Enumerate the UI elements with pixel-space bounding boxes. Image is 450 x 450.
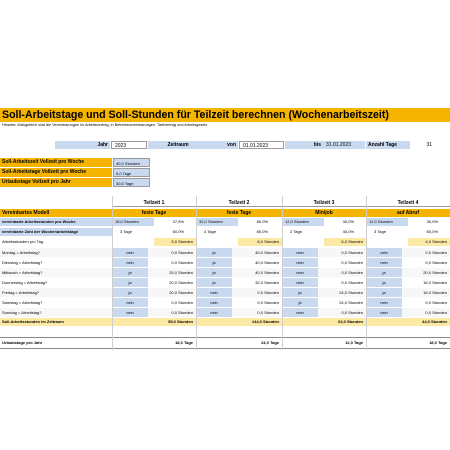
day-select[interactable]: nein <box>196 298 232 307</box>
urlaub-3: 12,0 Tage <box>345 340 363 345</box>
day-hours: 0,0 Stunden <box>341 270 363 275</box>
day-hours: 0,0 Stunden <box>341 310 363 315</box>
param-input-arbeitszeit[interactable]: 40,0 Stunden <box>113 158 150 167</box>
day-hours: 0,0 Stunden <box>341 280 363 285</box>
day-hours: 16,0 Stunden <box>423 280 447 285</box>
day-select[interactable]: ja <box>366 268 402 277</box>
day-label: Dienstag = Arbeitstag? <box>2 260 43 265</box>
anzahl-tage-label: Anzahl Tage <box>366 141 410 149</box>
day-hours: 20,0 Stunden <box>169 280 193 285</box>
stunden-pct-1: 37,5% <box>172 219 184 224</box>
day-select[interactable]: ja <box>366 278 402 287</box>
param-label-urlaubstage: Urlaubstage Vollzeit pro Jahr <box>0 178 112 187</box>
day-select[interactable]: nein <box>282 248 318 257</box>
day-select[interactable]: nein <box>196 288 232 297</box>
day-label: Donnerstag = Arbeitstag? <box>2 280 48 285</box>
stunden-input-4[interactable]: 12,0 Stunden <box>366 218 408 226</box>
day-hours: 32,0 Stunden <box>255 280 279 285</box>
anzahl-tage-value: 31 <box>426 142 432 148</box>
day-select[interactable]: ja <box>112 268 148 277</box>
day-hours: 24,0 Stunden <box>339 300 363 305</box>
day-label: Sonntag = Arbeitstag? <box>2 310 42 315</box>
day-label: Freitag = Arbeitstag? <box>2 290 40 295</box>
modell-4[interactable]: auf Abruf <box>366 209 450 217</box>
day-hours: 20,0 Stunden <box>169 290 193 295</box>
day-hours: 16,0 Stunden <box>423 290 447 295</box>
tage-input-3[interactable]: 2 Tage <box>290 229 302 234</box>
day-select[interactable]: ja <box>196 248 232 257</box>
stunden-input-1[interactable]: 15,0 Stunden <box>112 218 154 226</box>
bis-input[interactable]: 31.01.2023 <box>323 141 365 149</box>
day-select[interactable]: nein <box>112 258 148 267</box>
tage-input-4[interactable]: 3 Tage <box>374 229 386 234</box>
urlaub-label: Urlaubstage pro Jahr <box>2 340 43 345</box>
day-select[interactable]: ja <box>282 288 318 297</box>
day-hours: 0,0 Stunden <box>425 260 447 265</box>
day-select[interactable]: nein <box>282 268 318 277</box>
von-label: von <box>208 141 238 149</box>
day-select[interactable]: ja <box>196 268 232 277</box>
day-select[interactable]: nein <box>112 308 148 317</box>
pro-tag-1: 5,0 Stunden <box>154 238 196 246</box>
urlaub-2: 24,0 Tage <box>261 340 279 345</box>
day-hours: 0,0 Stunden <box>341 260 363 265</box>
teilzeit-4-header: Teilzeit 4 <box>366 199 450 207</box>
pro-tag-4: 4,0 Stunden <box>408 238 450 246</box>
day-select[interactable]: ja <box>196 258 232 267</box>
day-hours: 0,0 Stunden <box>257 310 279 315</box>
param-input-arbeitstage[interactable]: 5,0 Tage <box>113 168 150 177</box>
modell-1[interactable]: feste Tage <box>112 209 196 217</box>
total-3: 62,0 Stunden <box>338 319 363 324</box>
total-2: 144,0 Stunden <box>251 319 279 324</box>
day-select[interactable]: nein <box>282 308 318 317</box>
total-4: 44,0 Stunden <box>422 319 447 324</box>
teilzeit-1-header: Teilzeit 1 <box>112 199 196 207</box>
zeitraum-label: Zeitraum <box>148 141 208 149</box>
modell-label: Vereinbartes Modell <box>0 209 112 217</box>
day-hours: 0,0 Stunden <box>171 250 193 255</box>
day-select[interactable]: nein <box>282 258 318 267</box>
day-hours: 0,0 Stunden <box>171 260 193 265</box>
day-hours: 40,0 Stunden <box>255 250 279 255</box>
day-hours: 0,0 Stunden <box>171 300 193 305</box>
stunden-pct-2: 80,0% <box>256 219 268 224</box>
tage-input-1[interactable]: 3 Tage <box>120 229 132 234</box>
tage-pct-3: 40,0% <box>342 229 354 234</box>
modell-3[interactable]: Minijob <box>282 209 366 217</box>
day-select[interactable]: ja <box>282 298 318 307</box>
hint-text: Hinweis: Maßgeblich sind die Vereinbarungen im Arbeitsvertrag, in Betriebsvereinbarungen, Tarifvertrag und Arbeitsgesetz <box>2 123 208 127</box>
column-divider <box>196 196 197 350</box>
day-hours: 25,0 Stunden <box>169 270 193 275</box>
stunden-input-3[interactable]: 12,0 Stunden <box>282 218 324 226</box>
day-select[interactable]: nein <box>112 298 148 307</box>
pro-tag-2: 8,0 Stunden <box>238 238 282 246</box>
param-label-arbeitstage: Soll-Arbeitstage Vollzeit pro Woche <box>0 168 112 177</box>
jahr-input[interactable]: 2023 <box>111 141 147 149</box>
urlaub-1: 18,0 Tage <box>175 340 193 345</box>
stunden-label: vereinbarte Arbeitsstunden pro Woche <box>0 218 112 226</box>
sheet-title: Soll-Arbeitstage und Soll-Stunden für Teilzeit berechnen (Wochenarbeitszeit) <box>0 108 450 122</box>
day-select[interactable]: nein <box>366 258 402 267</box>
pro-tag-3: 6,0 Stunden <box>324 238 366 246</box>
day-select[interactable]: nein <box>282 278 318 287</box>
pro-tag-label: Arbeitsstunden pro Tag <box>2 239 44 244</box>
day-select[interactable]: ja <box>196 278 232 287</box>
day-select[interactable]: ja <box>112 288 148 297</box>
day-hours: 0,0 Stunden <box>425 250 447 255</box>
param-input-urlaubstage[interactable]: 30,0 Tage <box>113 178 150 187</box>
total-label: Soll-Arbeitsstunden im Zeitraum <box>2 319 64 324</box>
day-hours: 20,0 Stunden <box>423 270 447 275</box>
von-input[interactable]: 01.01.2023 <box>239 141 284 149</box>
day-select[interactable]: nein <box>366 298 402 307</box>
column-divider <box>366 196 367 350</box>
day-hours: 40,0 Stunden <box>255 270 279 275</box>
day-hours: 40,0 Stunden <box>255 260 279 265</box>
tage-pct-2: 80,0% <box>256 229 268 234</box>
teilzeit-3-header: Teilzeit 3 <box>282 199 366 207</box>
tage-input-2[interactable]: 4 Tage <box>204 229 216 234</box>
stunden-pct-4: 30,0% <box>426 219 438 224</box>
day-select[interactable]: ja <box>112 278 148 287</box>
day-label: Mittwoch = Arbeitstag? <box>2 270 43 275</box>
day-select[interactable]: nein <box>196 308 232 317</box>
tage-pct-1: 60,0% <box>172 229 184 234</box>
bis-label: bis <box>285 141 323 149</box>
day-hours: 0,0 Stunden <box>257 290 279 295</box>
param-label-arbeitszeit: Soll-Arbeitszeit Vollzeit pro Woche <box>0 158 112 167</box>
day-hours: 0,0 Stunden <box>425 310 447 315</box>
urlaub-4: 18,0 Tage <box>429 340 447 345</box>
tage-pct-4: 60,0% <box>426 229 438 234</box>
jahr-label: Jahr <box>55 141 110 149</box>
day-hours: 0,0 Stunden <box>425 300 447 305</box>
day-hours: 24,0 Stunden <box>339 290 363 295</box>
day-hours: 0,0 Stunden <box>257 300 279 305</box>
day-select[interactable]: nein <box>366 248 402 257</box>
column-divider <box>282 196 283 350</box>
day-hours: 0,0 Stunden <box>171 310 193 315</box>
day-select[interactable]: nein <box>366 308 402 317</box>
stunden-input-2[interactable]: 32,0 Stunden <box>196 218 238 226</box>
day-select[interactable]: ja <box>366 288 402 297</box>
day-hours: 0,0 Stunden <box>341 250 363 255</box>
column-divider <box>112 196 113 350</box>
total-1: 55,0 Stunden <box>168 319 193 324</box>
tage-label: vereinbarte Zahl der Wochenarbeitstage <box>0 228 112 236</box>
day-label: Montag = Arbeitstag? <box>2 250 40 255</box>
day-select[interactable]: nein <box>112 248 148 257</box>
stunden-pct-3: 30,0% <box>342 219 354 224</box>
day-label: Samstag = Arbeitstag? <box>2 300 43 305</box>
teilzeit-2-header: Teilzeit 2 <box>196 199 282 207</box>
modell-2[interactable]: feste Tage <box>196 209 282 217</box>
